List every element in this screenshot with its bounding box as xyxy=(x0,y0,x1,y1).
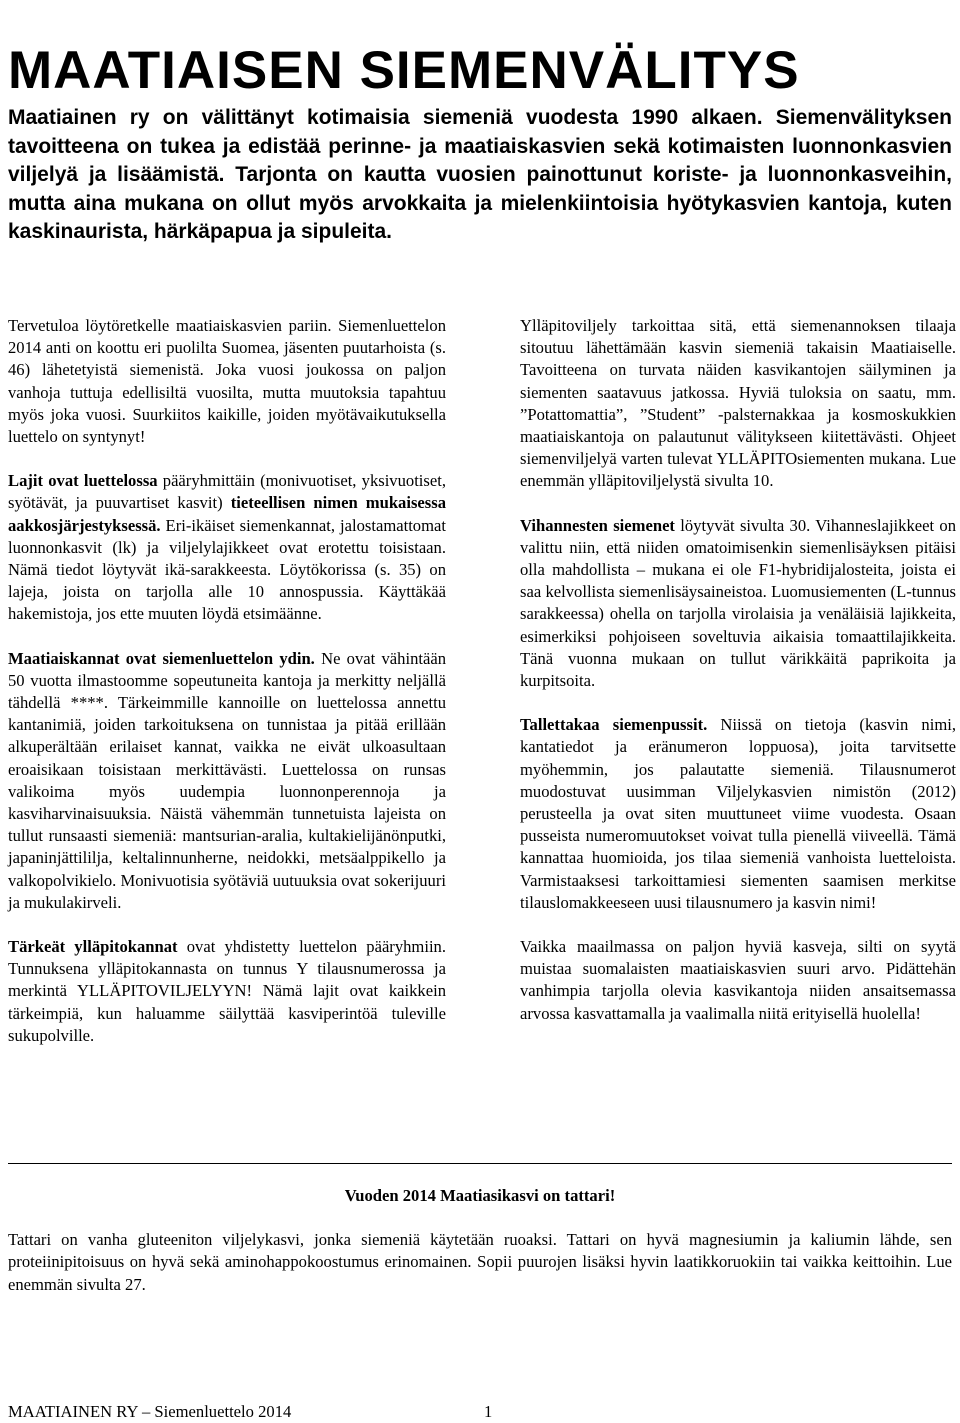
seed-packets-paragraph xyxy=(520,714,956,914)
page-number: 1 xyxy=(484,1402,493,1421)
species-order-text-1: pääryhmittäin (monivuotiset, yksivuotiset, syötävät, ja puuvartiset kasvit) xyxy=(8,471,446,513)
landrace-heading: Maatiaiskannat ovat siemenluettelon ydin. xyxy=(8,648,315,668)
plant-of-year-text: Tattari on vanha gluteeniton viljelykasvi, jonka siemeniä käytetään ruoaksi. Tattari on hyvä magnesiumin ja kaliumin lähde, sen proteiinipitoisuus on hyvä sekä aminohappokoostumus erinomainen. Sopii puurojen lisäksi hyvin laatikkoruokiin tai vaikka keittoihin. Lue enemmän sivulta 27. xyxy=(8,1230,952,1294)
plant-of-year-title: Vuoden 2014 Maatiasikasvi on tattari! xyxy=(344,1186,616,1205)
seed-packets-heading: Tallettakaa siemenpussit. xyxy=(520,715,708,735)
species-order-emphasis: tieteellisen nimen mukaisessa aakkosjärjestyksessä. xyxy=(8,493,446,535)
footer-publication: MAATIAINEN RY – Siemenluettelo 2014 xyxy=(8,1402,292,1421)
right-column xyxy=(520,315,956,1047)
vegetables-heading: Vihannesten siemenet xyxy=(520,515,675,535)
maintenance-heading: Tärkeät ylläpitokannat xyxy=(8,937,178,957)
page-footer xyxy=(8,1402,952,1422)
species-order-heading: Lajit ovat luettelossa xyxy=(8,471,158,491)
vegetables-paragraph xyxy=(520,515,956,693)
species-order-paragraph xyxy=(8,470,446,625)
landrace-text: Ne ovat vähintään 50 vuotta ilmastoomme sopeutuneita kantoja ja merkitty neljällä tähdellä ****. Tärkeimmille kannoille on luettelossa annettu kantanimiä, joiden tarkoituksena on tunnistaa ja pitää erillään alkuperältään erilaiset kannat, vaikka ne eivät ulkoasultaan eroaisikaan toisistaan merkittävästi. Luettelossa on runsas valikoima myös uudempia luonnonperennoja ja kasviharvinaisuuksia. Näistä vähemmän tunnetuista lajeista on tullut runsaasti siemeniä: mantsurian-aralia, kultakielijänönputki, japaninjättililja, keltalinnunherne, neidokki, metsäalppikello ja valkopolvikielo. Monivuotisia syötäviä uutuuksia ovat sokerijuuri ja mukulakirveli. xyxy=(8,648,446,912)
closing-paragraph: Vaikka maailmassa on paljon hyviä kasveja, silti on syytä muistaa suomalaisten maatiaiskasvien suuri arvo. Pidättehän vanhimpia tarjolla olevia kasvikantoja niiden ansaitsemassa arvossa kasvattamalla ja vaalimalla niitä erityisellä huolella! xyxy=(520,937,956,1023)
species-order-text-2: Eri-ikäiset siemenkannat, jalostamattomat luonnonkasvit (lk) ja viljelylajikkeet ovat erotettu toisistaan. Nämä tiedot löytyvät ikä-sarakkeesta. Löytökorissa (s. 35) on lajeja, joista on tarjolla alle 10 annospussia. Käyttäkää hakemistoja, jos ette muuten löydä etsimäänne. xyxy=(8,515,446,624)
page-title: MAATIAISEN SIEMENVÄLITYS xyxy=(8,40,800,100)
intro-paragraph: Maatiainen ry on välittänyt kotimaisia siemeniä vuodesta 1990 alkaen. Siemenvälityksen tavoitteena on tukea ja edistää perinne- ja maatiaiskasvien sekä kotimaisten luonnonkasvien viljelyä ja lisäämistä. Tarjonta on kautta vuosien painottunut koriste- ja luonnonkasveihin, mutta aina mukana on ollut myös arvokkaita ja mielenkiintoisia hyötykasvien kantoja, kuten kaskinaurista, härkäpapua ja sipuleita. xyxy=(8,106,952,244)
left-column xyxy=(8,315,446,1069)
landrace-paragraph xyxy=(8,648,446,914)
maintenance-text: ovat yhdistetty luettelon pääryhmiin. Tunnuksena ylläpitokannasta on tunnus Y tilausnumerossa ja merkintä YLLÄPITOVILJELYYN! Nämä lajit ovat kaikkein tärkeimpiä, kun haluamme säilyttää kasviperintöä tuleville sukupolville. xyxy=(8,937,447,1045)
welcome-paragraph: Tervetuloa löytöretkelle maatiaiskasvien pariin. Siemenluettelon 2014 anti on koottu eri puolilta Suomea, jäsenten puutarhoista (s. 46) lähetetyistä siemenistä. Joka vuosi joukossa on paljon vanhoja tuttuja edellisiltä vuosilta, mutta muutoksia tapahtuu myös joka vuosi. Suurkiitos kaikille, joiden myötävaikutuksella luettelo on syntynyt! xyxy=(8,316,446,447)
vegetables-text: löytyvät sivulta 30. Vihanneslajikkeet on valittu niin, että niiden omatoimisenkin siemenlisäyksen pitäisi olla mahdollista – mukana ei ole F1-hybridijalosteita, joista ei saa kelvollista siemenlisäysaineistoa. Luomusiementen (L-tunnus sarakkeessa) ohella on tarjolla virolaisia ja venäläisiä lajikkeita, esimerkiksi pohjoiseen soveltuvia aikaisia tomaattilajikkeita. Tänä vuonna mukaan on tullut värikkäitä paprikoita ja kurpitsoita. xyxy=(520,515,957,691)
maintenance-cultivation-paragraph: Ylläpitoviljely tarkoittaa sitä, että siemenannoksen tilaaja sitoutuu lähettämään kasvin siemeniä takaisin Maatiaiselle. Tavoitteena on turvata näiden kasvikantojen säilyminen ja siementen saatavuus jatkossa. Hyviä tuloksia on saatu, mm. ”Potattomattia”, ”Student” -palsternakkaa ja kosmoskukkien maatiaiskantoja on palautunut välitykseen kiitettävästi. Ohjeet siemenviljelyä varten tulevat YLLÄPITOsiementen mukana. Lue enemmän ylläpitoviljelystä sivulta 10. xyxy=(520,316,956,491)
maintenance-paragraph xyxy=(8,936,446,1047)
seed-packets-text: Niissä on tietoja (kasvin nimi, kantatiedot ja eränumeron loppuosa), joita tarvitsette myöhemmin, jos palautatte siemeniä. Tilausnumerot muodostuvat uusimman Viljelykasvien nimistön (2012) perusteella ja ovat siten muuttuneet viime vuodesta. Osaan pusseista numeromuutokset voivat tulla pienellä viiveellä. Tämä kannattaa huomioida, jos tilaa siemeniä vanhoista luetteloista. Varmistaaksesi tarkoittamiesi siementen saamisen merkitse tilauslomakkeeseen uusi tilausnumero ja kasvin nimi! xyxy=(520,715,956,912)
section-divider xyxy=(8,1163,952,1164)
